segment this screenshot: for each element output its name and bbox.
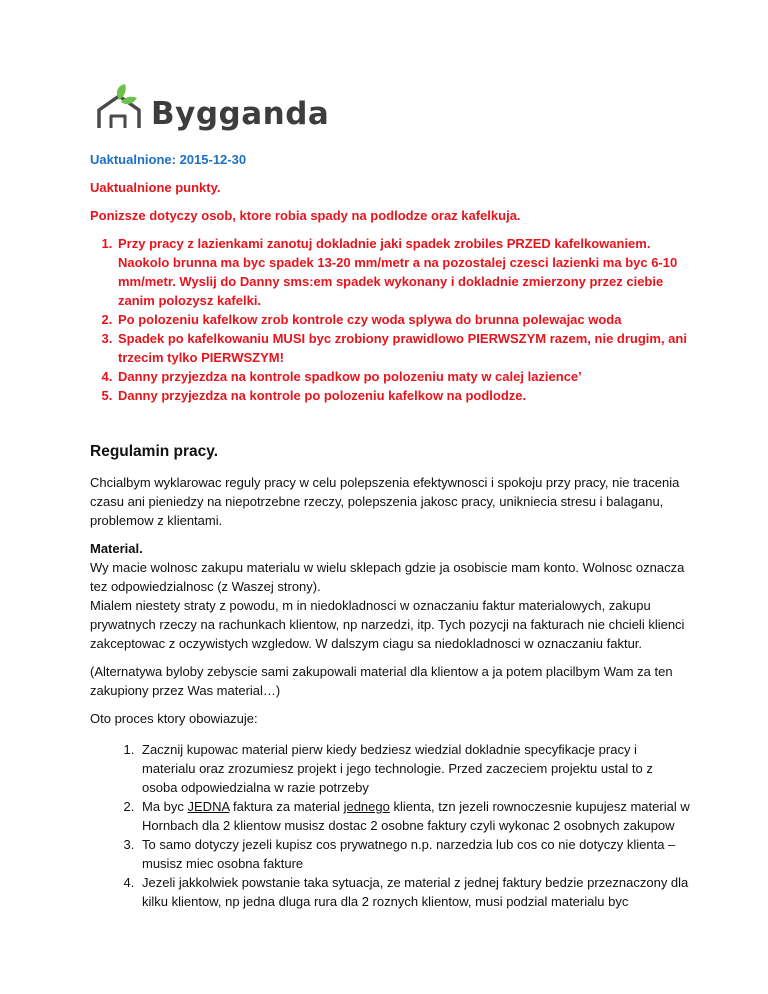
logo-wordmark: Bygganda <box>151 96 330 132</box>
updated-points-label: Uaktualnione punkty. <box>90 180 221 195</box>
intro-paragraph: Chcialbym wyklarowac reguly pracy w celu polepszenia efektywnosci i spokoju przy pracy, nie tracenia czasu ani pieniedzy na niepotrzebne rzeczy, polepszenia jakosc pracy, unikniecia stresu i balaganu, problemow z klientami. <box>90 475 680 528</box>
red-rule-item: 2. Po polozeniu kafelkow zrob kontrole czy woda splywa do brunna polewajac woda <box>116 310 690 329</box>
document-body <box>90 150 690 911</box>
alternative-paragraph: (Alternatywa byloby zebyscie sami zakupowali material dla klientow a ja potem placilbym Wam za ten zakupiony przez Was material…) <box>90 664 673 698</box>
updated-date: Uaktualnione: 2015-12-30 <box>90 152 247 167</box>
red-rule-item: 5. Danny przyjezdza na kontrole po polozeniu kafelkow na podlodze. <box>116 386 690 405</box>
section-heading: Regulamin pracy. <box>90 443 219 460</box>
underlined-one: JEDNA <box>187 799 230 814</box>
process-item: 2. Ma byc JEDNA faktura za material jednego klienta, tzn jezeli rownoczesnie kupujesz material w Hornbach dla 2 klientow musisz dostac 2 osobne faktury czyli wykonac 2 osobnych zakupow <box>138 797 690 835</box>
material-section <box>90 539 690 653</box>
process-item: 4. Jezeli jakkolwiek powstanie taka sytuacja, ze material z jednej faktury bedzie przeznaczony dla kilku klientow, np jedna dluga rura dla 2 roznych klientow, musi podzial materialu byc <box>138 873 690 911</box>
material-text: Wy macie wolnosc zakupu materialu w wielu sklepach gdzie ja osobiscie mam konto. Wolnosc oznacza tez odpowiedzialnosc (z Waszej strony). Mialem niestety straty z powodu, m in niedokladnosci w oznaczaniu faktur materialowych, zakupu prywatnych rzeczy na rachunkach klientow, np narzedzi, itp. Tych pozycji na fakturach nie chcieli klienci zakceptowac z oczywistych wzgledow. W dalszym ciagu sa niedokladnosci w oznaczaniu faktur. <box>90 560 685 651</box>
underlined-one-client: jednego <box>343 799 390 814</box>
red-rules-list <box>90 234 690 405</box>
intro-note: Ponizsze dotyczy osob, ktore robia spady na podlodze oraz kafelkuja. <box>90 208 521 223</box>
process-intro: Oto proces ktory obowiazuje: <box>90 711 258 726</box>
material-heading: Material. <box>90 541 143 556</box>
process-item: 3. To samo dotyczy jezeli kupisz cos prywatnego n.p. narzedzia lub cos co nie dotyczy klienta – musisz miec osobna fakture <box>138 835 690 873</box>
process-item: 1. Zacznij kupowac material pierw kiedy bedziesz wiedzial dokladnie specyfikacje pracy i materialu oraz zrozumiesz projekt i jego technologie. Przed zaczeciem projektu ustal to z osoba odpowiedzialna w razie potrzeby <box>138 740 690 797</box>
process-list <box>90 740 690 911</box>
red-rule-item: 4. Danny przyjezdza na kontrole spadkow po polozeniu maty w calej lazience’ <box>116 367 690 386</box>
red-rule-item: 3. Spadek po kafelkowaniu MUSI byc zrobiony prawidlowo PIERWSZYM razem, nie drugim, ani trzecim tylko PIERWSZYM! <box>116 329 690 367</box>
house-leaf-icon <box>95 82 147 134</box>
red-rule-item: 1. Przy pracy z lazienkami zanotuj dokladnie jaki spadek zrobiles PRZED kafelkowaniem. Naokolo brunna ma byc spadek 13-20 mm/metr a na pozostalej czesci lazienki ma byc 6-10 mm/metr. Wyslij do Danny sms:em spadek wykonany i dokladnie zmierzony przez ciebie zanim polozysz kafelki. <box>116 234 690 310</box>
bygganda-logo <box>95 82 329 134</box>
